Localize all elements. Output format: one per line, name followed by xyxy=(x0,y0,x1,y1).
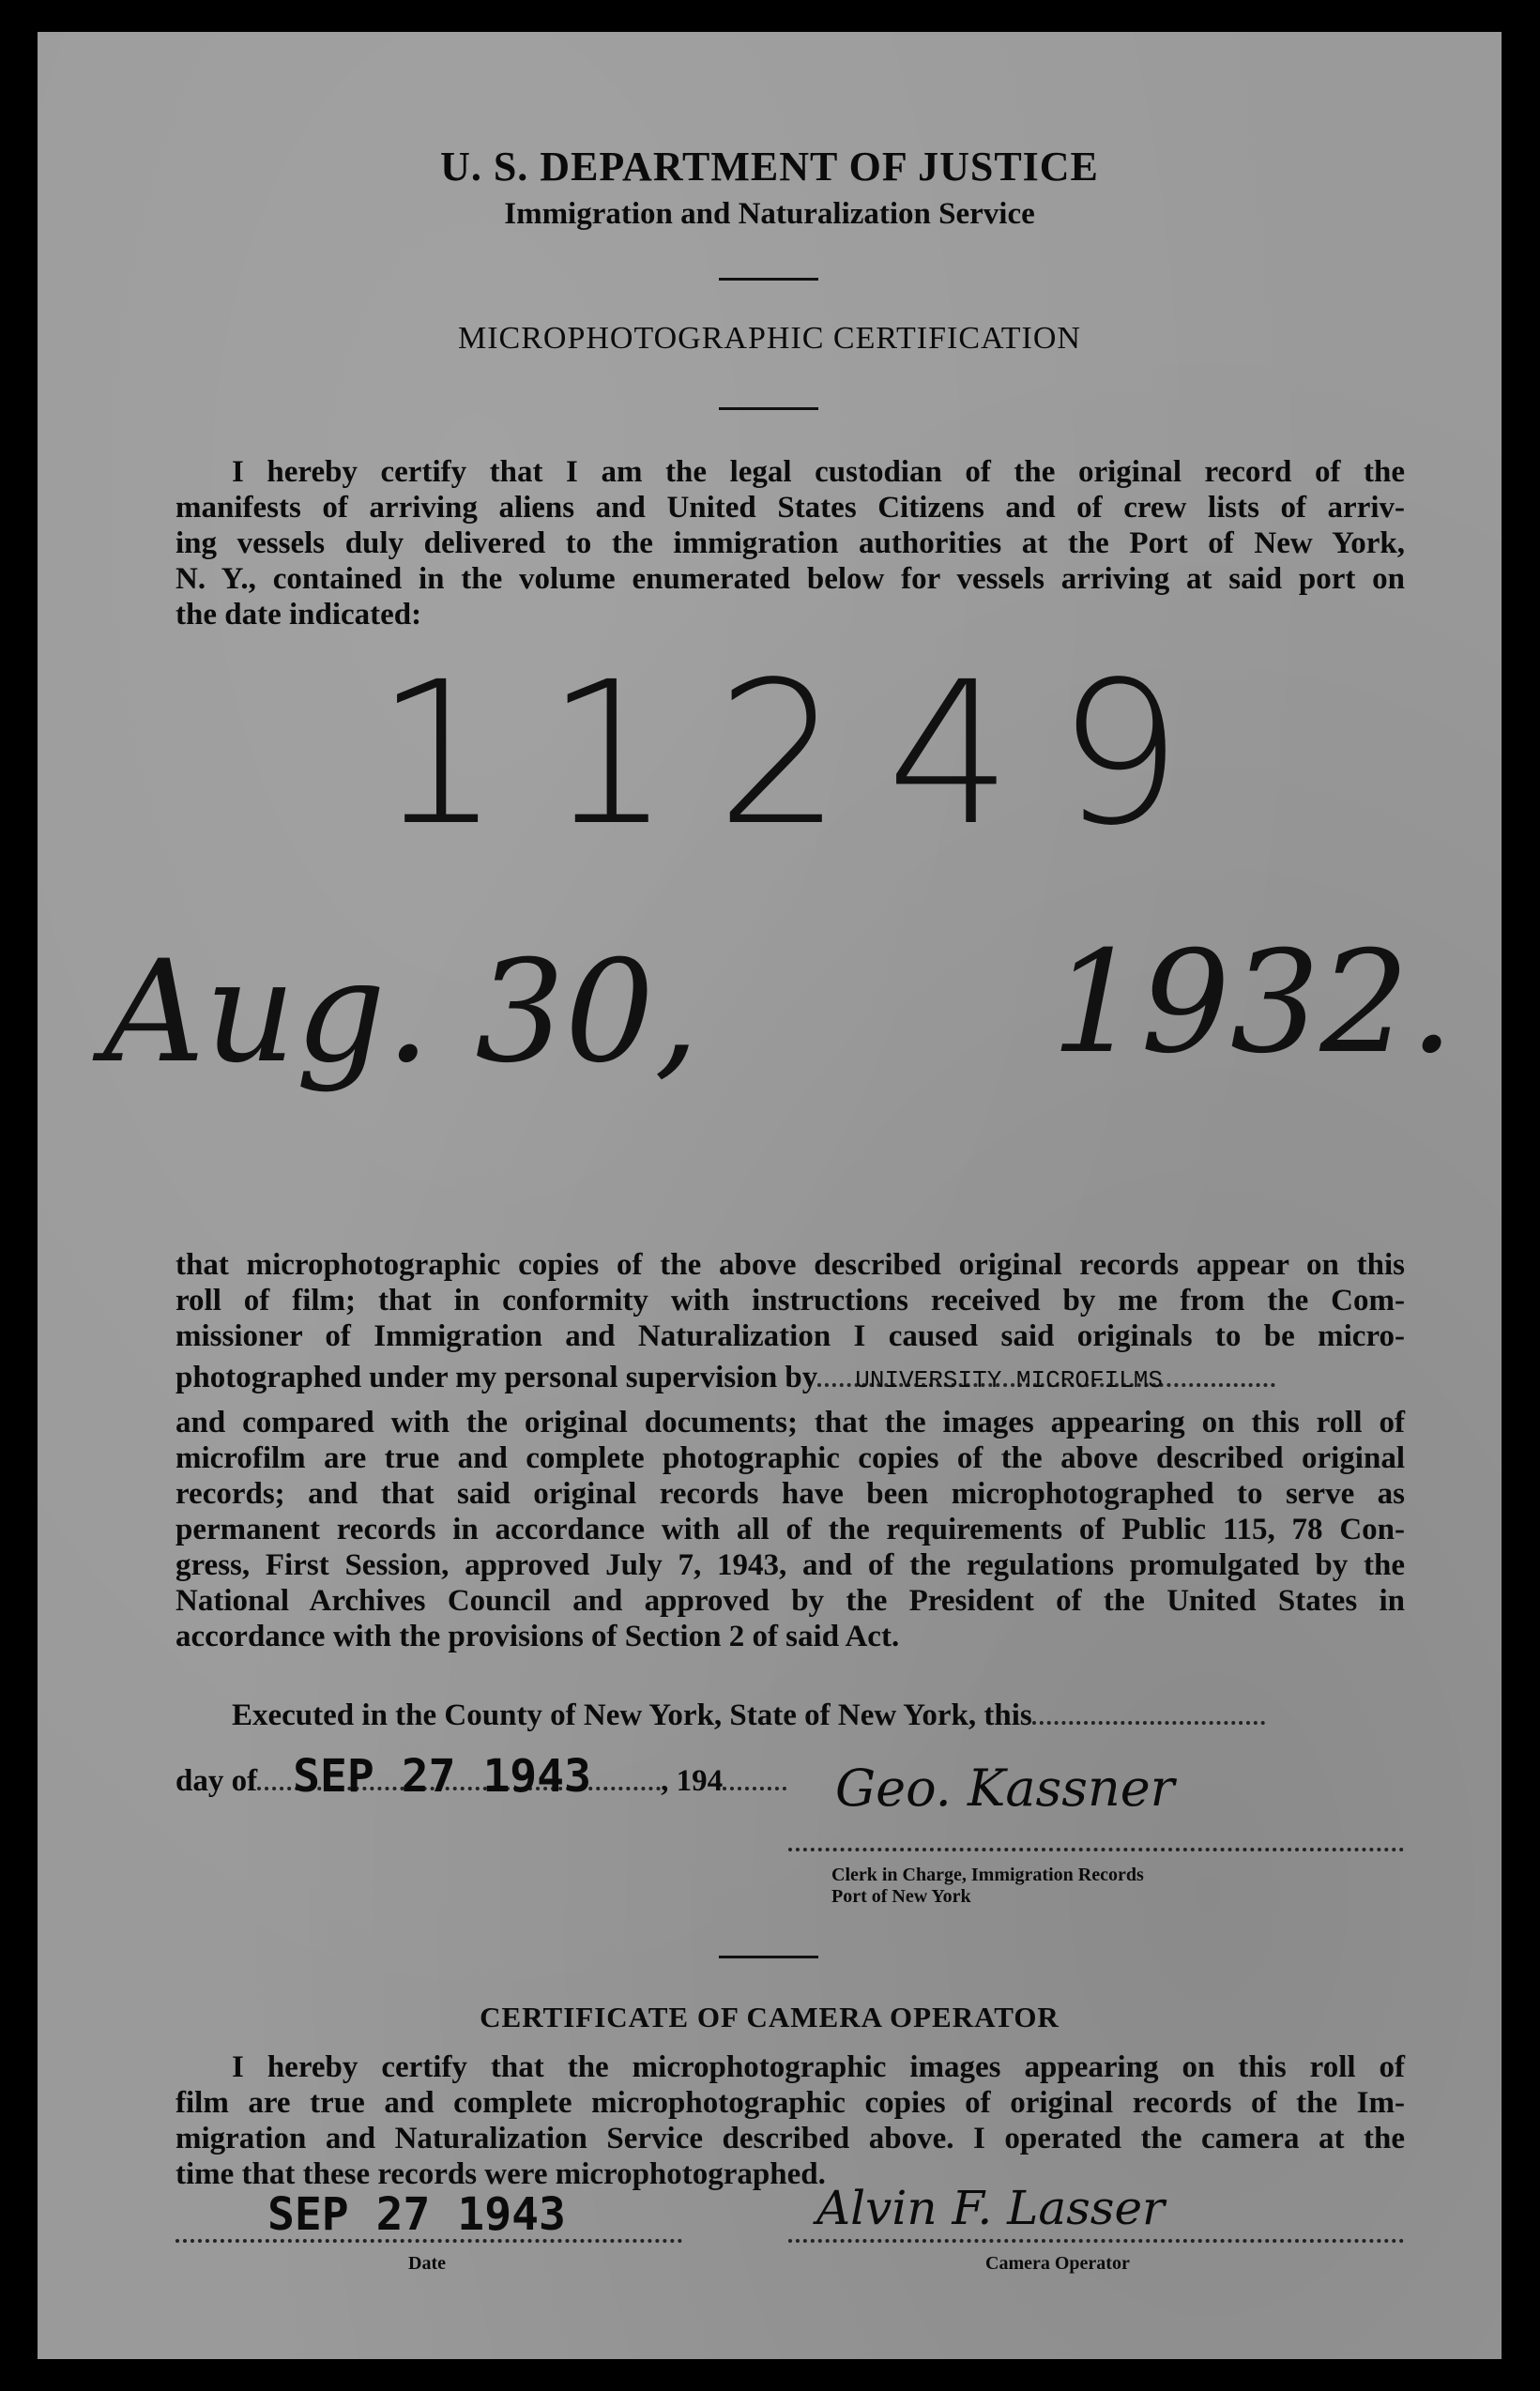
body-line: missioner of Immigration and Naturalization I caused said originals to be micro- xyxy=(175,1319,1405,1353)
handwritten-date-year: 1932. xyxy=(1051,921,1455,1085)
day-of-blank xyxy=(257,1750,661,1803)
form-title: MICROPHOTOGRAPHIC CERTIFICATION xyxy=(457,321,1081,356)
intro-line: manifests of arriving aliens and United States Citizens and of crew lists of arriv- xyxy=(175,491,1405,525)
intro-paragraph xyxy=(175,454,1405,632)
intro-line: I hereby certify that I am the legal custodian of the original record of the xyxy=(232,455,1405,489)
date-label: Date xyxy=(408,2253,446,2274)
supervision-line xyxy=(175,1354,1405,1405)
body-line: microfilm are true and complete photographic copies of the above described original xyxy=(175,1441,1405,1475)
year-blank xyxy=(723,1787,786,1790)
body-line: that microphotographic copies of the above described original records appear on this xyxy=(175,1248,1405,1282)
day-of-label: day of xyxy=(175,1764,258,1798)
camera-line: time that these records were microphotographed. xyxy=(175,2157,826,2191)
body-line: gress, First Session, approved July 7, 1943, and of the regulations promulgated by the xyxy=(175,1548,1405,1582)
camera-certificate-title: CERTIFICATE OF CAMERA OPERATOR xyxy=(480,2001,1060,2033)
body-line: permanent records in accordance with all of the requirements of Public 115, 78 Con- xyxy=(175,1513,1405,1546)
clerk-title: Clerk in Charge, Immigration Records xyxy=(831,1865,1144,1885)
divider-bottom xyxy=(719,407,818,410)
execution-line xyxy=(175,1698,1405,1733)
operator-signature: Alvin F. Lasser xyxy=(816,2181,1165,2235)
department-heading: U. S. DEPARTMENT OF JUSTICE xyxy=(440,144,1099,190)
execution-date-stamp: SEP 27 1943 xyxy=(293,1750,591,1803)
divider-camera xyxy=(719,1956,818,1958)
handwritten-date-month-day: Aug. 30, xyxy=(103,931,699,1094)
supervisor-blank xyxy=(817,1366,1275,1394)
intro-line: ing vessels duly delivered to the immigration authorities at the Port of New York, xyxy=(175,526,1405,560)
camera-line: migration and Naturalization Service described above. I operated the camera at the xyxy=(175,2122,1405,2155)
clerk-signature-line xyxy=(788,1848,1404,1851)
camera-line: film are true and complete microphotographic copies of original records of the Im- xyxy=(175,2086,1405,2120)
body-line: National Archives Council and approved by the President of the United States in xyxy=(175,1584,1405,1618)
divider-top xyxy=(719,278,818,281)
operator-label: Camera Operator xyxy=(985,2253,1130,2274)
handwritten-volume-number: 11249 xyxy=(375,639,1228,869)
body-line: accordance with the provisions of Section 2 of said Act. xyxy=(175,1620,900,1653)
day-of-line xyxy=(175,1750,832,1803)
year-prefix: , 194 xyxy=(661,1764,724,1798)
service-subheading: Immigration and Naturalization Service xyxy=(504,197,1035,231)
body-line: records; and that said original records have been microphotographed to serve as xyxy=(175,1477,1405,1511)
execution-text: Executed in the County of New York, State of New York, this xyxy=(232,1698,1032,1732)
clerk-signature: Geo. Kassner xyxy=(835,1759,1175,1818)
date-line xyxy=(175,2239,682,2243)
supervisor-typed: UNIVERSITY MICROFILMS xyxy=(855,1366,1163,1394)
intro-line: N. Y., contained in the volume enumerated below for vessels arriving at said port on xyxy=(175,562,1405,596)
camera-line: I hereby certify that the microphotographic images appearing on this roll of xyxy=(232,2050,1405,2084)
execution-day-blank xyxy=(1032,1721,1265,1725)
camera-date-stamp: SEP 27 1943 xyxy=(267,2188,566,2241)
intro-line: the date indicated: xyxy=(175,598,422,632)
body-paragraph xyxy=(175,1247,1405,1654)
supervision-prefix: photographed under my personal supervision by xyxy=(175,1361,818,1394)
body-line: and compared with the original documents; that the images appearing on this roll of xyxy=(175,1406,1405,1439)
clerk-port: Port of New York xyxy=(831,1886,971,1907)
body-line: roll of film; that in conformity with instructions received by me from the Com- xyxy=(175,1284,1405,1317)
camera-certificate-paragraph xyxy=(175,2049,1405,2192)
operator-signature-line xyxy=(788,2239,1404,2243)
certificate-page xyxy=(38,32,1502,2359)
